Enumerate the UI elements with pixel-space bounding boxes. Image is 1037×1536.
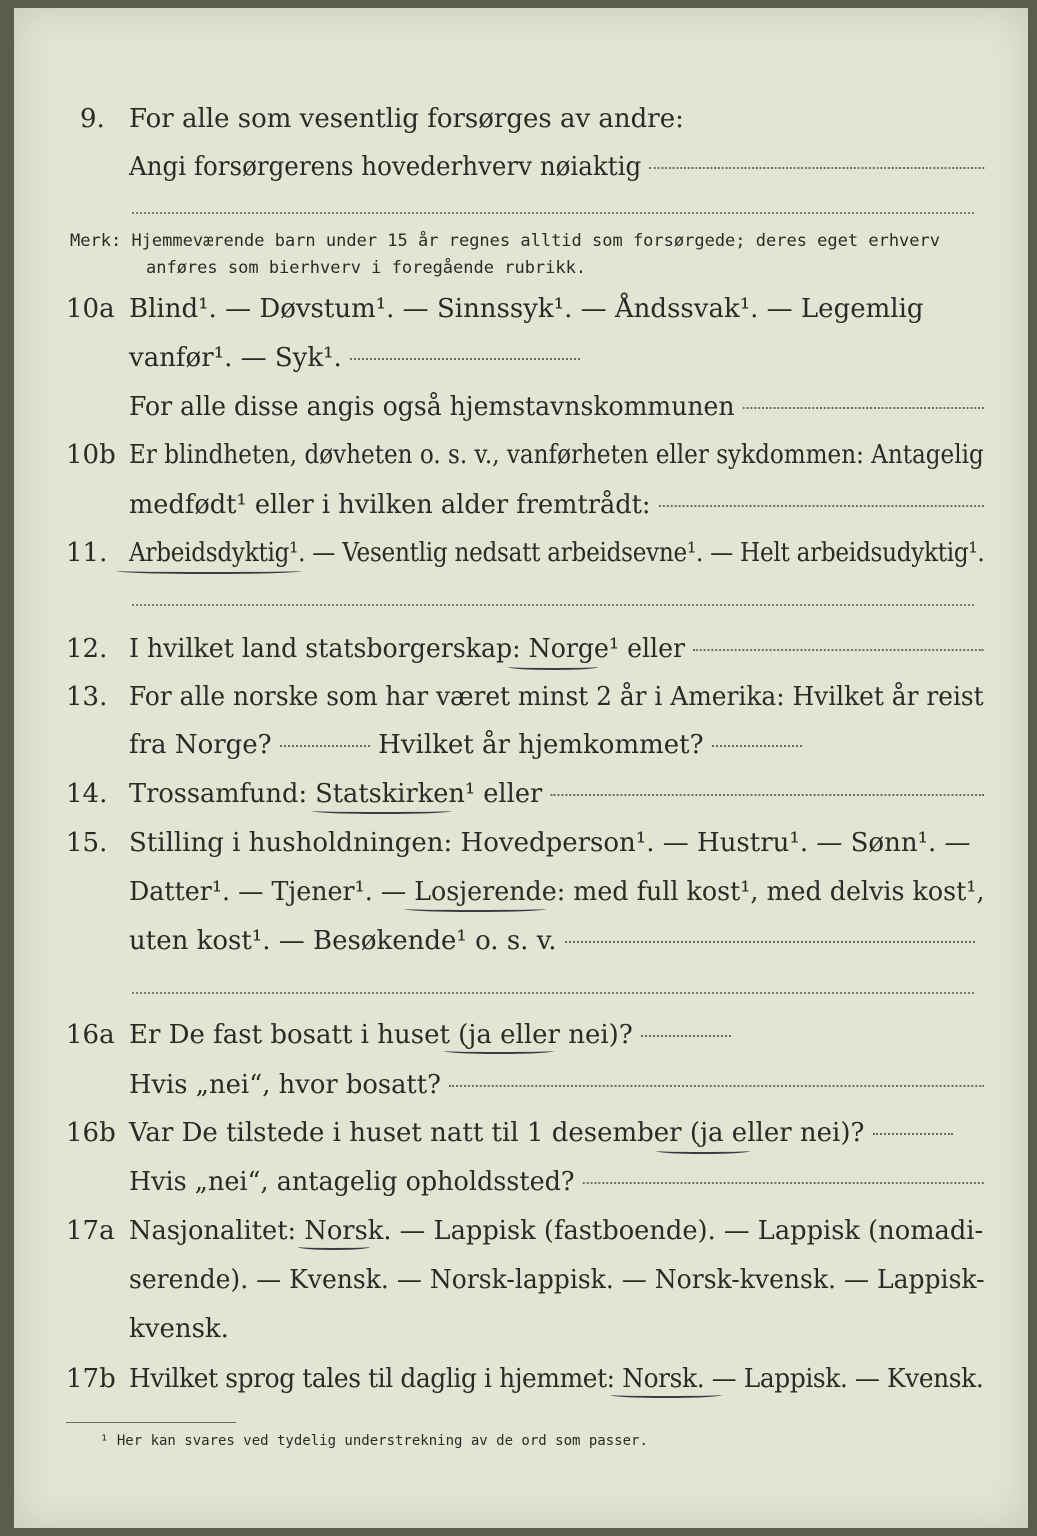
q14-number: 14. bbox=[66, 779, 108, 809]
q16a-line1: Er De fast bosatt i huset (ja eller nei)? bbox=[129, 1020, 633, 1050]
q10b-line2-wrap bbox=[129, 490, 984, 520]
q16b-number: 16b bbox=[66, 1118, 116, 1148]
q17a-line2: serende). — Kvensk. — Norsk-lappisk. — Norsk-kvensk. — Lappisk- bbox=[129, 1265, 985, 1295]
q13-reist-line[interactable] bbox=[280, 745, 370, 747]
q9-line1: For alle som vesentlig forsørges av andre: bbox=[129, 104, 684, 134]
q13-hjemkommet-line[interactable] bbox=[712, 745, 802, 747]
q16b-line1: Var De tilstede i huset natt til 1 desember (ja eller nei)? bbox=[129, 1118, 865, 1148]
q16a-line2: Hvis „nei“, hvor bosatt? bbox=[129, 1070, 441, 1100]
q14-answer-line[interactable] bbox=[550, 794, 983, 796]
q9-answer-line[interactable] bbox=[649, 167, 984, 169]
q16a-line2-wrap bbox=[129, 1070, 984, 1100]
q13-line1: For alle norske som har været minst 2 år i Amerika: Hvilket år reist bbox=[129, 682, 984, 712]
q16b-line1-wrap bbox=[129, 1118, 953, 1148]
q14-handwritten-underline bbox=[312, 808, 452, 814]
q17a-handwritten-underline bbox=[298, 1244, 370, 1250]
q15-number: 15. bbox=[66, 828, 108, 858]
q10b-answer-line[interactable] bbox=[659, 505, 984, 507]
merk-note bbox=[70, 228, 940, 282]
q9-line2: Angi forsørgerens hovederhverv nøiaktig bbox=[129, 152, 642, 182]
q15-line1: Stilling i husholdningen: Hovedperson¹. — Hustru¹. — Sønn¹. — bbox=[129, 828, 971, 858]
q15-line2: Datter¹. — Tjener¹. — Losjerende: med full kost¹, med delvis kost¹, bbox=[129, 877, 985, 907]
merk-line1: Hjemmeværende barn under 15 år regnes alltid som forsørgede; deres eget erhverv bbox=[131, 231, 940, 251]
q10a-line2-wrap bbox=[129, 343, 580, 373]
q13-line2a: fra Norge? bbox=[129, 730, 272, 760]
q12-handwritten-underline bbox=[508, 664, 598, 670]
q13-line2-wrap bbox=[129, 730, 802, 760]
q17a-number: 17a bbox=[66, 1216, 115, 1246]
merk-line2: anføres som bierhverv i foregående rubrikk. bbox=[146, 258, 587, 278]
q15-handwritten-underline bbox=[404, 906, 546, 912]
q12-line1-wrap bbox=[129, 634, 984, 664]
q10a-line3: For alle disse angis også hjemstavnskommunen bbox=[129, 392, 735, 422]
q17b-line1: Hvilket sprog tales til daglig i hjemmet: Norsk. — Lappisk. — Kvensk. bbox=[129, 1364, 984, 1394]
q10a-line1: Blind¹. — Døvstum¹. — Sinnssyk¹. — Åndssvak¹. — Legemlig bbox=[129, 294, 924, 324]
q17b-number: 17b bbox=[66, 1364, 116, 1394]
q16b-answer-line[interactable] bbox=[873, 1133, 953, 1135]
q10b-number: 10b bbox=[66, 440, 116, 470]
q10a-line2: vanfør¹. — Syk¹. bbox=[129, 343, 342, 373]
footnote-rule bbox=[66, 1422, 236, 1423]
q16b-opholdssted-line[interactable] bbox=[583, 1182, 984, 1184]
q11-number: 11. bbox=[66, 538, 108, 568]
q16b-handwritten-underline bbox=[656, 1148, 750, 1154]
q14-line1: Trossamfund: Statskirken¹ eller bbox=[129, 779, 543, 809]
q17a-line1: Nasjonalitet: Norsk. — Lappisk (fastboende). — Lappisk (nomadi- bbox=[129, 1216, 984, 1246]
q12-line1: I hvilket land statsborgerskap: Norge¹ eller bbox=[129, 634, 686, 664]
q15-line3: uten kost¹. — Besøkende¹ o. s. v. bbox=[129, 926, 557, 956]
q11-handwritten-underline bbox=[116, 568, 302, 574]
q16a-line1-wrap bbox=[129, 1020, 731, 1050]
q9-answer-line-2[interactable] bbox=[132, 212, 974, 214]
census-form-page bbox=[14, 8, 1028, 1528]
q17b-handwritten-underline bbox=[610, 1392, 722, 1398]
merk-label: Merk: bbox=[70, 231, 122, 251]
q15-answer-line-2[interactable] bbox=[132, 992, 974, 994]
footnote: ¹ Her kan svares ved tydelig understrekning av de ord som passer. bbox=[100, 1433, 648, 1449]
q10b-line1: Er blindheten, døvheten o. s. v., vanførheten eller sykdommen: Antagelig bbox=[129, 440, 984, 470]
q13-line2b: Hvilket år hjemkommet? bbox=[378, 730, 704, 760]
q15-line3-wrap bbox=[129, 926, 975, 956]
q16b-line2-wrap bbox=[129, 1167, 984, 1197]
q10a-hjemstavn-line[interactable] bbox=[743, 407, 984, 409]
q9-number: 9. bbox=[80, 104, 105, 134]
q12-answer-line[interactable] bbox=[693, 649, 984, 651]
q10b-line2: medfødt¹ eller i hvilken alder fremtrådt: bbox=[129, 490, 651, 520]
q10a-line3-wrap bbox=[129, 392, 984, 422]
q13-number: 13. bbox=[66, 682, 108, 712]
q16a-handwritten-underline bbox=[444, 1048, 554, 1054]
q11-answer-line[interactable] bbox=[132, 604, 974, 606]
q16a-bosatt-line[interactable] bbox=[449, 1085, 984, 1087]
q10a-answer-line[interactable] bbox=[350, 358, 580, 360]
q14-line1-wrap bbox=[129, 779, 984, 809]
q10a-number: 10a bbox=[66, 294, 115, 324]
q12-number: 12. bbox=[66, 634, 108, 664]
q11-line1: Arbeidsdyktig¹. — Vesentlig nedsatt arbeidsevne¹. — Helt arbeidsudyktig¹. bbox=[129, 538, 985, 568]
q16b-line2: Hvis „nei“, antagelig opholdssted? bbox=[129, 1167, 575, 1197]
q15-answer-line[interactable] bbox=[565, 941, 975, 943]
q9-line2-wrap bbox=[129, 152, 984, 182]
q16a-answer-line[interactable] bbox=[641, 1035, 731, 1037]
q17a-line3: kvensk. bbox=[129, 1314, 229, 1344]
q16a-number: 16a bbox=[66, 1020, 115, 1050]
